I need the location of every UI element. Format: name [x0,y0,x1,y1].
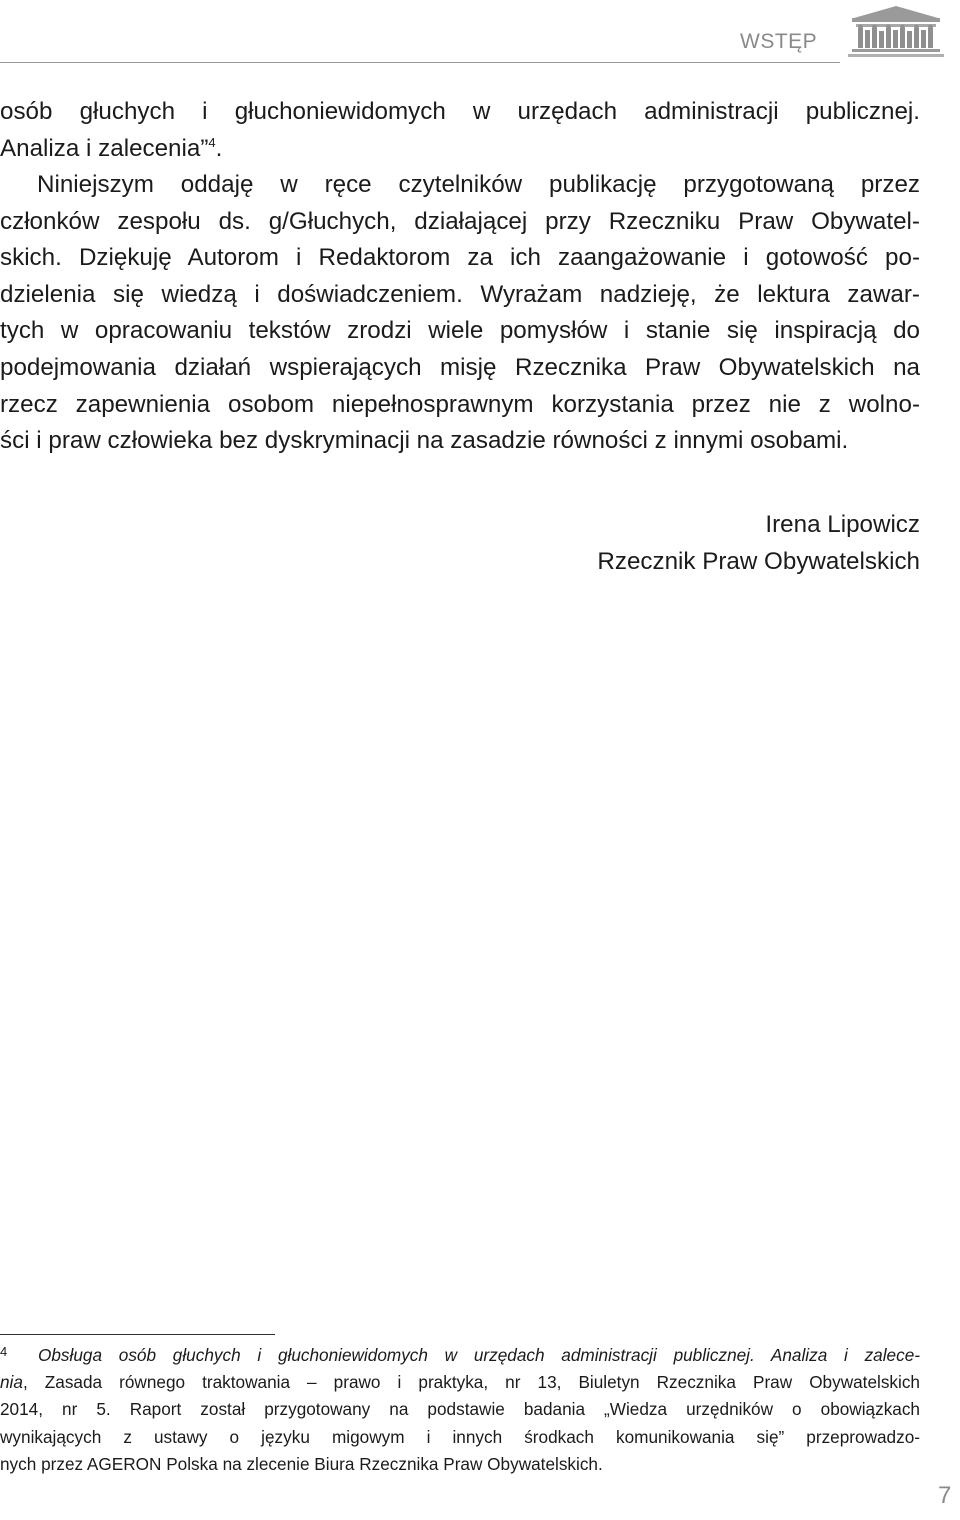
section-title: WSTĘP [740,30,818,53]
header-divider [0,62,840,63]
text-line: podejmowania działań wspierających misję Rzecznika Praw Obywatelskich na [0,353,920,381]
text-fragment: Analiza i zalecenia” [0,134,209,162]
text-line: osób głuchych i głuchoniewidomych w urzędach administracji publicznej. [0,98,920,125]
footnote-title: Obsługa osób głuchych i głuchoniewidomych w urzędach administracji publicznej. Analiza i zalece- [38,1345,920,1365]
footnote-line: 2014, nr 5. Raport został przygotowany na podstawie badania „Wiedza urzędników o obowiązkach [0,1399,920,1420]
paragraph-continuation [0,94,920,167]
footnote-line [0,1342,920,1369]
text-line [0,131,920,168]
footnote-title-end: nia [0,1372,23,1393]
paragraph-main [0,167,920,460]
footnote-reference[interactable]: 4 [208,134,216,150]
text-line: członków zespołu ds. g/Głuchych, działającej przy Rzeczniku Praw Obywatel- [0,207,920,235]
footnote-line: nych przez AGERON Polska na zlecenie Biura Rzecznika Praw Obywatelskich. [0,1453,603,1474]
page-number: 7 [938,1482,952,1509]
footnote-line: wynikających z ustawy o języku migowym i innych środkach komunikowania się” przeprowadzo- [0,1426,920,1447]
footnote [0,1342,920,1478]
institution-building-icon [848,4,944,60]
text-line: Niniejszym oddaję w ręce czytelników publikację przygotowaną przez [37,171,920,198]
text-line: skich. Dziękuję Autorom i Redaktorom za ich zaangażowanie i gotowość po- [0,244,920,272]
text-fragment: . [215,134,223,162]
footnote-number: 4 [0,1344,8,1359]
signature-role: Rzecznik Praw Obywatelskich [597,547,920,575]
text-line: ści i praw człowieka bez dyskryminacji na zasadzie równości z innymi osobami. [0,427,849,455]
signature-name: Irena Lipowicz [765,511,920,538]
footnote-text: , Zasada równego traktowania – prawo i praktyka, nr 13, Biuletyn Rzecznika Praw Obywatelskich [22,1372,920,1393]
text-line: dzielenia się wiedzą i doświadczeniem. Wyrażam nadzieję, że lektura zawar- [0,280,920,308]
text-line: tych w opracowaniu tekstów zrodzi wiele pomysłów i stanie się inspiracją do [0,317,920,345]
text-line: rzecz zapewnienia osobom niepełnosprawnym korzystania przez nie z wolno- [0,390,920,418]
footnote-line [0,1369,920,1396]
signature-block [597,507,920,580]
footnote-divider [0,1334,275,1335]
